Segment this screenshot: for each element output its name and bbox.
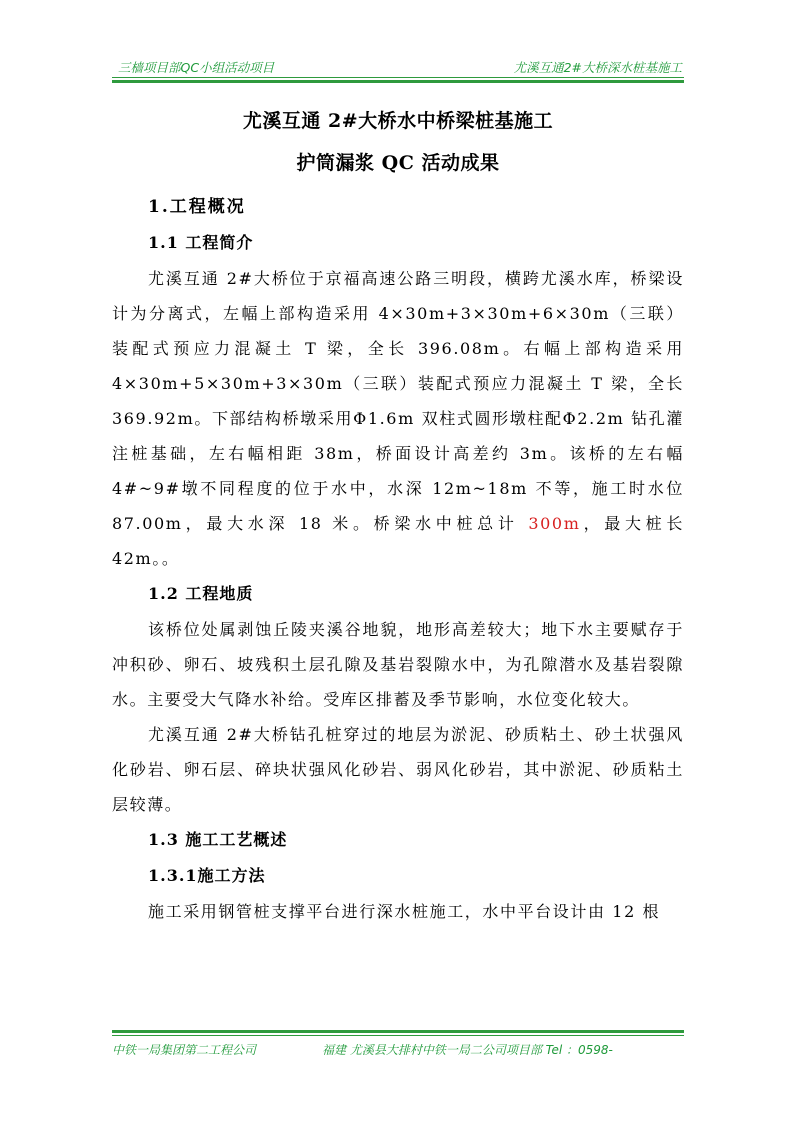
header-rule-thick	[112, 80, 684, 83]
footer-rule-thick	[112, 1030, 684, 1033]
document-body	[112, 189, 684, 929]
header-left-text: 三樯项目部QC小组活动项目	[118, 60, 275, 75]
footer-address: 福建 尤溪县大排村中铁一局二公司项目部 Tel ：0598-	[322, 1043, 613, 1057]
section-heading: 1.工程概况	[148, 197, 246, 217]
document-title-line2: 护筒漏浆 QC 活动成果	[296, 152, 500, 174]
highlighted-value: 300m	[528, 514, 581, 533]
document-title-line1: 尤溪互通 2#大桥水中桥梁桩基施工	[242, 110, 554, 132]
subsection-heading-1-3-1: 1.3.1施工方法	[148, 866, 266, 885]
footer-rule-thin	[112, 1035, 684, 1036]
subsection-heading-1-3: 1.3 施工工艺概述	[148, 830, 288, 849]
paragraph-geology-2: 尤溪互通 2#大桥钻孔桩穿过的地层为淤泥、砂质粘土、砂土状强风化砂岩、卵石层、碎块状强风化砂岩、弱风化砂岩，其中淤泥、砂质粘土层较薄。	[112, 725, 684, 814]
subsection-heading-1-1: 1.1 工程简介	[148, 233, 254, 252]
subsection-heading-1-2: 1.2 工程地质	[148, 584, 254, 603]
paragraph-text: ，最大桩长 42m。。	[112, 514, 684, 568]
paragraph-text: 尤溪互通 2#大桥位于京福高速公路三明段，横跨尤溪水库，桥梁设计为分离式，左幅上部构造采用 4×30m+3×30m+6×30m（三联）装配式预应力混凝土 T 梁，全长 396.08m。右幅上部构造采用 4×30m+5×30m+3×30m（三联）装配式预应力混凝土 T 梁，全长 369.92m。下部结构桥墩采用Φ1.6m 双柱式圆形墩柱配Φ2.2m 钻孔灌注桩基础，左右幅相距 38m，桥面设计高差约 3m。该桥的左右幅 4#~9#墩不同程度的位于水中，水深 12m~18m 不等，施工时水位 87.00m，最大水深 18 米。桥梁水中桩总计	[112, 269, 684, 533]
paragraph-geology-1: 该桥位处属剥蚀丘陵夹溪谷地貌，地形高差较大；地下水主要赋存于冲积砂、卵石、坡残积土层孔隙及基岩裂隙水中，为孔隙潜水及基岩裂隙水。主要受大气降水补给。受库区排蓄及季节影响，水位变化较大。	[112, 620, 684, 709]
footer-company: 中铁一局集团第二工程公司	[112, 1043, 257, 1057]
paragraph-construction-method: 施工采用钢管桩支撑平台进行深水桩施工，水中平台设计由 12 根	[148, 902, 661, 921]
paragraph-project-intro	[112, 261, 684, 576]
header-rule-thin	[112, 77, 684, 78]
header-right-text: 尤溪互通2#大桥深水桩基施工	[513, 60, 682, 75]
